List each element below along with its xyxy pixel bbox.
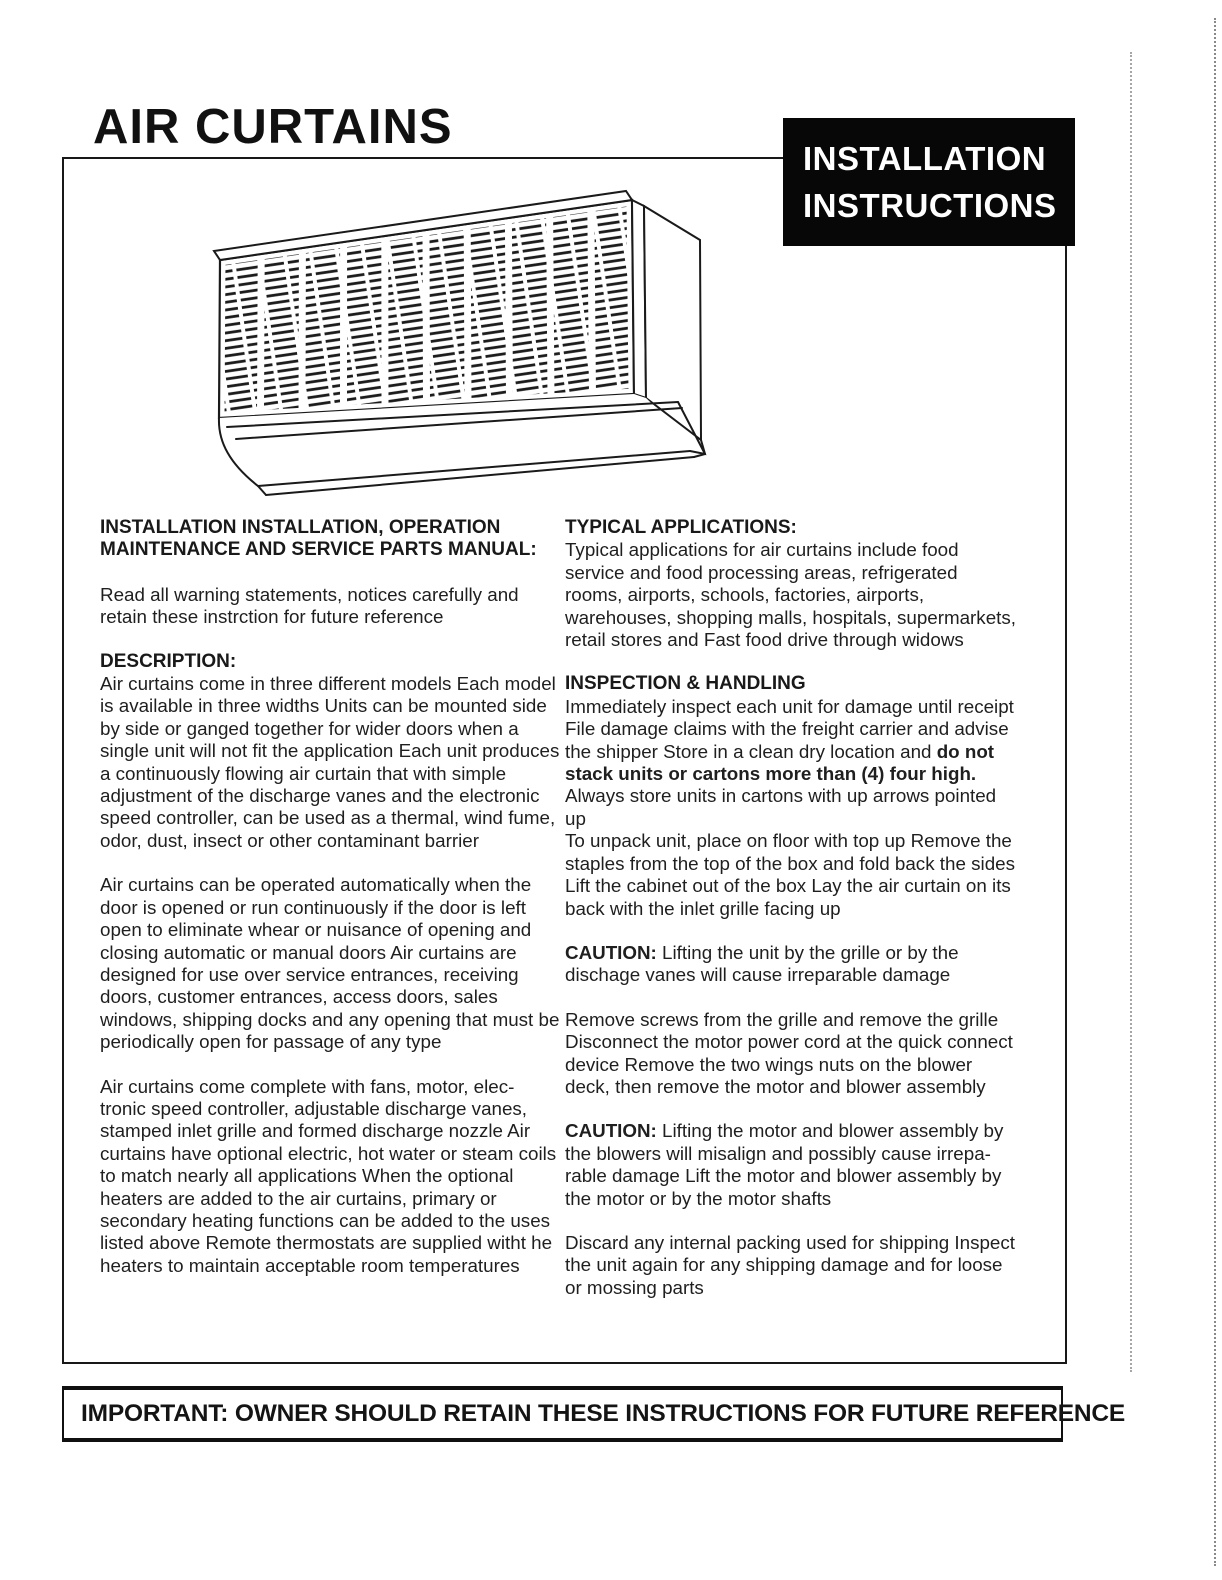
inspection-heading: INSPECTION & HANDLING (565, 673, 806, 695)
caution-1-label: CAUTION: (565, 941, 657, 963)
inspection-p1-bold: do not stack units or cartons more than (4) four high. (565, 740, 995, 785)
inspection-paragraph-2: To unpack unit, place on floor with top up Remove the staples from the top of the box and fold back the sides Lift the cabinet out of the box Lay the air curtain on its back with the inlet grille facing up (565, 830, 1015, 919)
footer-notice-text: IMPORTANT: OWNER SHOULD RETAIN THESE INSTRUCTIONS FOR FUTURE REFERENCE (81, 1400, 1126, 1427)
badge-line-1: INSTALLATION (803, 140, 1047, 177)
description-heading: DESCRIPTION: (100, 650, 237, 672)
caution-1 (565, 942, 1020, 987)
manual-heading: INSTALLATION INSTALLATION, OPERATION MAINTENANCE AND SERVICE PARTS MANUAL: (100, 517, 537, 561)
description-paragraph-1: Air curtains come in three different models Each model is available in three widths Units can be mounted side by side or ganged together for wider doors when a single unit will not fit the application Each unit produces a continuously flowing air curtain that with simple adjustment of the discharge vanes and the electronic speed controller, can be used as a thermal, wind fume, odor, dust, insect or other contaminant barrier (100, 673, 560, 851)
caution-2-body: Lifting the motor and blower assembly by the blowers will misalign and possibly cause irrepa- rable damage Lift the motor and blower assembly by the motor or by the motor shafts (565, 1120, 1004, 1209)
applications-body: Typical applications for air curtains include food service and food processing areas, refrigerated rooms, airports, schools, factories, airports, warehouses, shopping malls, hospitals, supermarkets, retail stores and Fast food drive through widows (565, 539, 1016, 651)
installation-instructions-badge (783, 118, 1075, 246)
inspection-p1-end: Always store units in cartons with up arrows pointed up (565, 785, 997, 829)
inspection-p1-start: Immediately inspect each unit for damage until receipt File damage claims with the freight carrier and advise the shipper Store in a clean dry location and (565, 695, 1014, 762)
caution-2-label: CAUTION: (565, 1120, 657, 1142)
description-paragraph-3: Air curtains come complete with fans, motor, elec- tronic speed controller, adjustable discharge vanes, stamped inlet grille and formed discharge nozzle Air curtains have optional electric, hot water or steam coils to match nearly all applications When the optional heaters are added to the air curtains, primary or secondary heating functions can be added to the uses listed above Remote thermostats are supplied witht he heaters to maintain acceptable room temperatures (100, 1075, 557, 1276)
caution-2 (565, 1120, 1020, 1210)
caution-1-body: Lifting the unit by the grille or by the dischage vanes will cause irreparable damage (565, 941, 959, 986)
discard-paragraph: Discard any internal packing used for shipping Inspect the unit again for any shipping damage and for loose or mossing parts (565, 1231, 1015, 1298)
page-title: AIR CURTAINS (93, 100, 453, 154)
applications-heading: TYPICAL APPLICATIONS: (565, 517, 797, 538)
left-column (100, 517, 562, 1299)
air-curtain-illustration (196, 180, 716, 510)
remove-grille-paragraph: Remove screws from the grille and remove the grille Disconnect the motor power cord at the quick connect device Remove the two wings nuts on the blower deck, then remove the motor and blower assembly (565, 1008, 1013, 1097)
badge-line-2: INSTRUCTIONS (803, 187, 1057, 224)
scan-artifact-line-2 (1214, 18, 1216, 1566)
inspection-paragraph-1 (565, 696, 1020, 830)
scan-artifact-line-1 (1130, 52, 1132, 1372)
description-paragraph-2: Air curtains can be operated automatically when the door is opened or run continuously if the door is left open to eliminate whear or nuisance of opening and closing automatic or manual doors Air curtains are designed for use over service entrances, receiving doors, customer entrances, access doors, sales windows, shipping docks and any opening that must be periodically open for passage of any type (100, 874, 560, 1053)
footer-notice-bar (62, 1386, 1126, 1442)
right-column (565, 517, 1020, 1321)
manual-note: Read all warning statements, notices carefully and retain these instrction for future reference (100, 583, 519, 628)
